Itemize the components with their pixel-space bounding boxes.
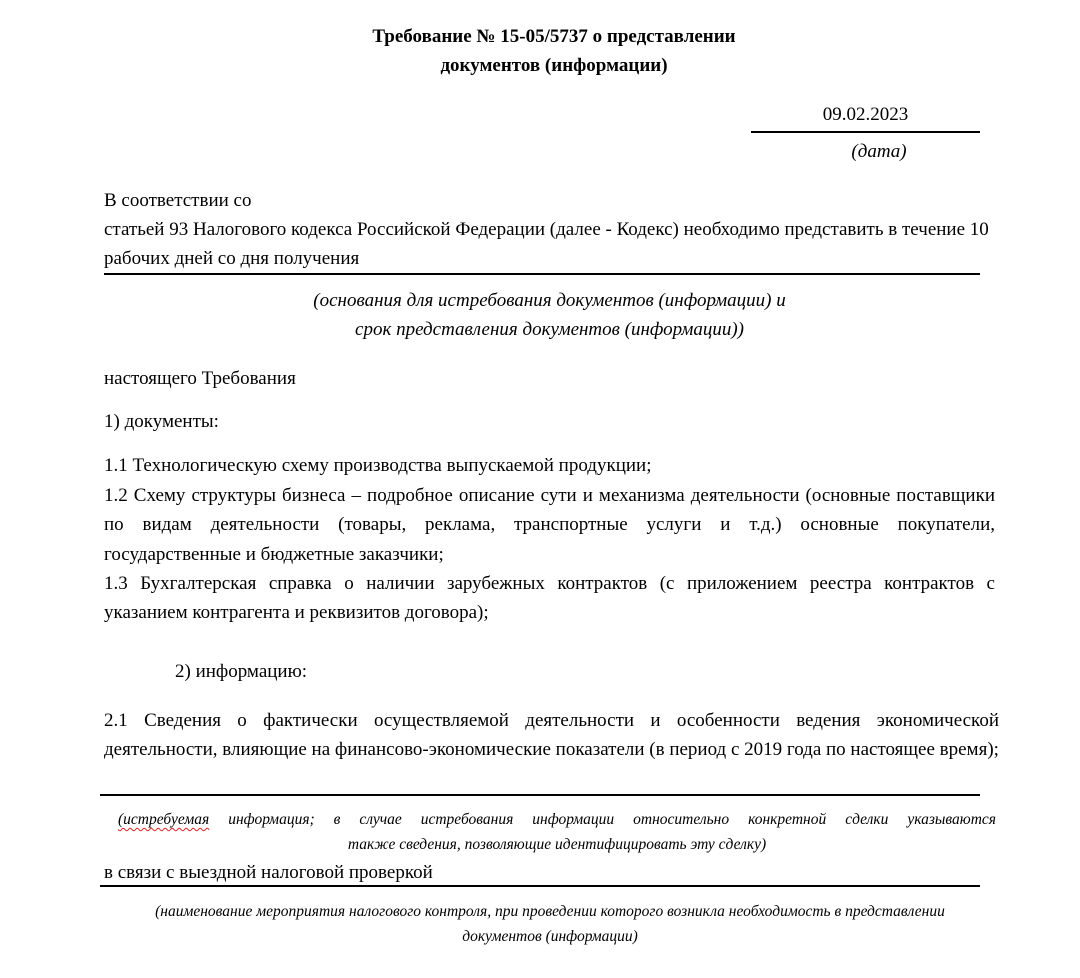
information-caption: [118, 807, 996, 857]
document-title-line-1: Требование № 15-05/5737 о представлении: [372, 26, 736, 47]
date-underline: [751, 131, 980, 133]
documents-heading: 1) документы:: [104, 411, 219, 432]
spellcheck-misspelled-word[interactable]: (истребуемая: [118, 811, 210, 828]
information-item-2-1: 2.1 Сведения о фактически осуществляемой деятельности и особенности ведения экономической деятельности, влияющие на финансово-экономические показатели (в период с 2019 года по настоящее время);: [104, 710, 999, 761]
information-underline: [100, 794, 980, 796]
information-caption-line-1: (истребуемая информация; в случае истребования информации относительно конкретной сделки указываются: [118, 811, 996, 828]
control-event-caption: [96, 899, 1004, 949]
control-event-caption-line-1: (наименование мероприятия налогового контроля, при проведении которого возникла необходимость в представлении: [155, 903, 945, 920]
information-caption-line-2: также сведения, позволяющие идентифицировать эту сделку): [347, 836, 767, 853]
document-item-1-3: 1.3 Бухгалтерская справка о наличии зарубежных контрактов (с приложением реестра контрактов с указанием контрагента и реквизитов договора);: [104, 573, 995, 624]
date-caption: (дата): [851, 141, 907, 162]
basis-text: статьей 93 Налогового кодекса Российской Федерации (далее - Кодекс) необходимо представить в течение 10 рабочих дней со дня получения: [104, 219, 989, 270]
basis-intro: В соответствии со: [104, 190, 252, 211]
basis-underline: [104, 273, 980, 275]
document-title-line-2: документов (информации): [440, 55, 668, 76]
basis-caption-line-2: срок представления документов (информации)): [355, 319, 744, 340]
basis-caption-line-1: (основания для истребования документов (информации) и: [313, 290, 786, 311]
control-event-underline: [100, 885, 980, 887]
basis-caption: [104, 286, 995, 344]
control-event-text: в связи с выездной налоговой проверкой: [104, 862, 433, 883]
control-event-caption-line-2: документов (информации): [462, 928, 638, 945]
document-item-1-1: 1.1 Технологическую схему производства выпускаемой продукции;: [104, 455, 652, 476]
information-heading: 2) информацию:: [175, 661, 308, 682]
document-item-1-2: 1.2 Схему структуры бизнеса – подробное описание сути и механизма деятельности (основные поставщики по видам деятельности (товары, реклама, транспортные услуги и т.д.) основные покупатели, государственные и бюджетные заказчики;: [104, 485, 995, 565]
requirement-reference: настоящего Требования: [104, 368, 296, 389]
date-value: 09.02.2023: [822, 104, 909, 125]
